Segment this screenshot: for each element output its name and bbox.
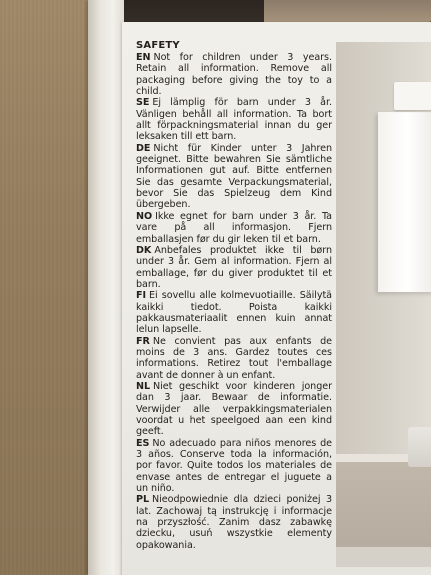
safety-paragraph-fr <box>136 336 332 381</box>
language-code: SE <box>136 97 150 109</box>
language-code: DE <box>136 142 151 154</box>
language-code: PL <box>136 494 150 506</box>
language-code: FI <box>136 290 147 302</box>
language-code: FR <box>136 335 150 347</box>
safety-text: Niet geschikt voor kinderen jonger dan 3 jaar. Bewaar de informatie. Verwijder alle verpakkingsmaterialen voordat u het speelgoed aan een kind geeft. <box>136 380 332 438</box>
photo-object <box>408 427 431 467</box>
language-code: NO <box>136 210 153 222</box>
photo-shelf-item <box>394 82 431 110</box>
safety-paragraph-en <box>136 52 332 97</box>
safety-text: Anbefales produktet ikke til børn under 3 år. Gem al information. Fjern al emballage, før du giver produktet til et barn. <box>136 244 332 290</box>
safety-text: Ej lämplig för barn under 3 år. Vänligen behåll all information. Ta bort allt förpackningsmaterial innan du ger leksaken till ett barn. <box>136 97 332 143</box>
box-side-edge <box>88 0 124 575</box>
safety-paragraph-de <box>136 143 332 211</box>
cardboard-background <box>0 0 96 575</box>
safety-paragraph-es <box>136 438 332 495</box>
language-code: ES <box>136 437 150 449</box>
safety-paragraph-dk <box>136 245 332 290</box>
product-photo <box>336 42 431 567</box>
language-code: DK <box>136 244 152 256</box>
safety-paragraph-fi <box>136 290 332 335</box>
photo-floor-stripe <box>336 547 431 567</box>
box-top-print <box>264 0 431 22</box>
safety-text: Nieodpowiednie dla dzieci poniżej 3 lat. Zachowaj tą instrukcję i informacje na przyszłość. Zanim dasz zabawkę dziecku, usuń wszystkie elementy opakowania. <box>136 494 332 551</box>
safety-text: No adecuado para niños menores de 3 años. Conserve toda la información, por favor. Quite todos los materiales de envase antes de entregar el juguete a un niño. <box>136 437 332 495</box>
safety-text: Ei sovellu alle kolmevuotiaille. Säilytä kaikki tiedot. Poista kaikki pakkausmateriaalit ennen kuin annat lelun lapselle. <box>136 290 332 336</box>
language-code: EN <box>136 52 151 63</box>
safety-paragraph-pl <box>136 494 332 551</box>
language-code: NL <box>136 380 151 392</box>
safety-paragraph-no <box>136 211 332 245</box>
safety-text: Nicht für Kinder unter 3 Jahren geeignet. Bitte bewahren Sie sämtliche Informationen gut auf. Bitte entfernen Sie das gesamte Verpackungsmaterial, bevor Sie das Spielzeug dem Kind übergeben. <box>136 142 332 211</box>
safety-text-block <box>136 40 332 551</box>
safety-text: Ne convient pas aux enfants de moins de 3 ans. Gardez toutes ces informations. Retirez tout l'emballage avant de donner à un enfant. <box>136 335 332 381</box>
photo-shelf <box>378 112 431 292</box>
safety-paragraph-se <box>136 97 332 142</box>
safety-text: Not for children under 3 years. Retain all information. Remove all packaging before giving the toy to a child. <box>136 52 332 98</box>
safety-heading: SAFETY <box>136 40 180 51</box>
safety-paragraph-nl <box>136 381 332 438</box>
safety-text: Ikke egnet for barn under 3 år. Ta vare på all informasjon. Fjern emballasjen før du gir leken til et barn. <box>136 210 332 245</box>
